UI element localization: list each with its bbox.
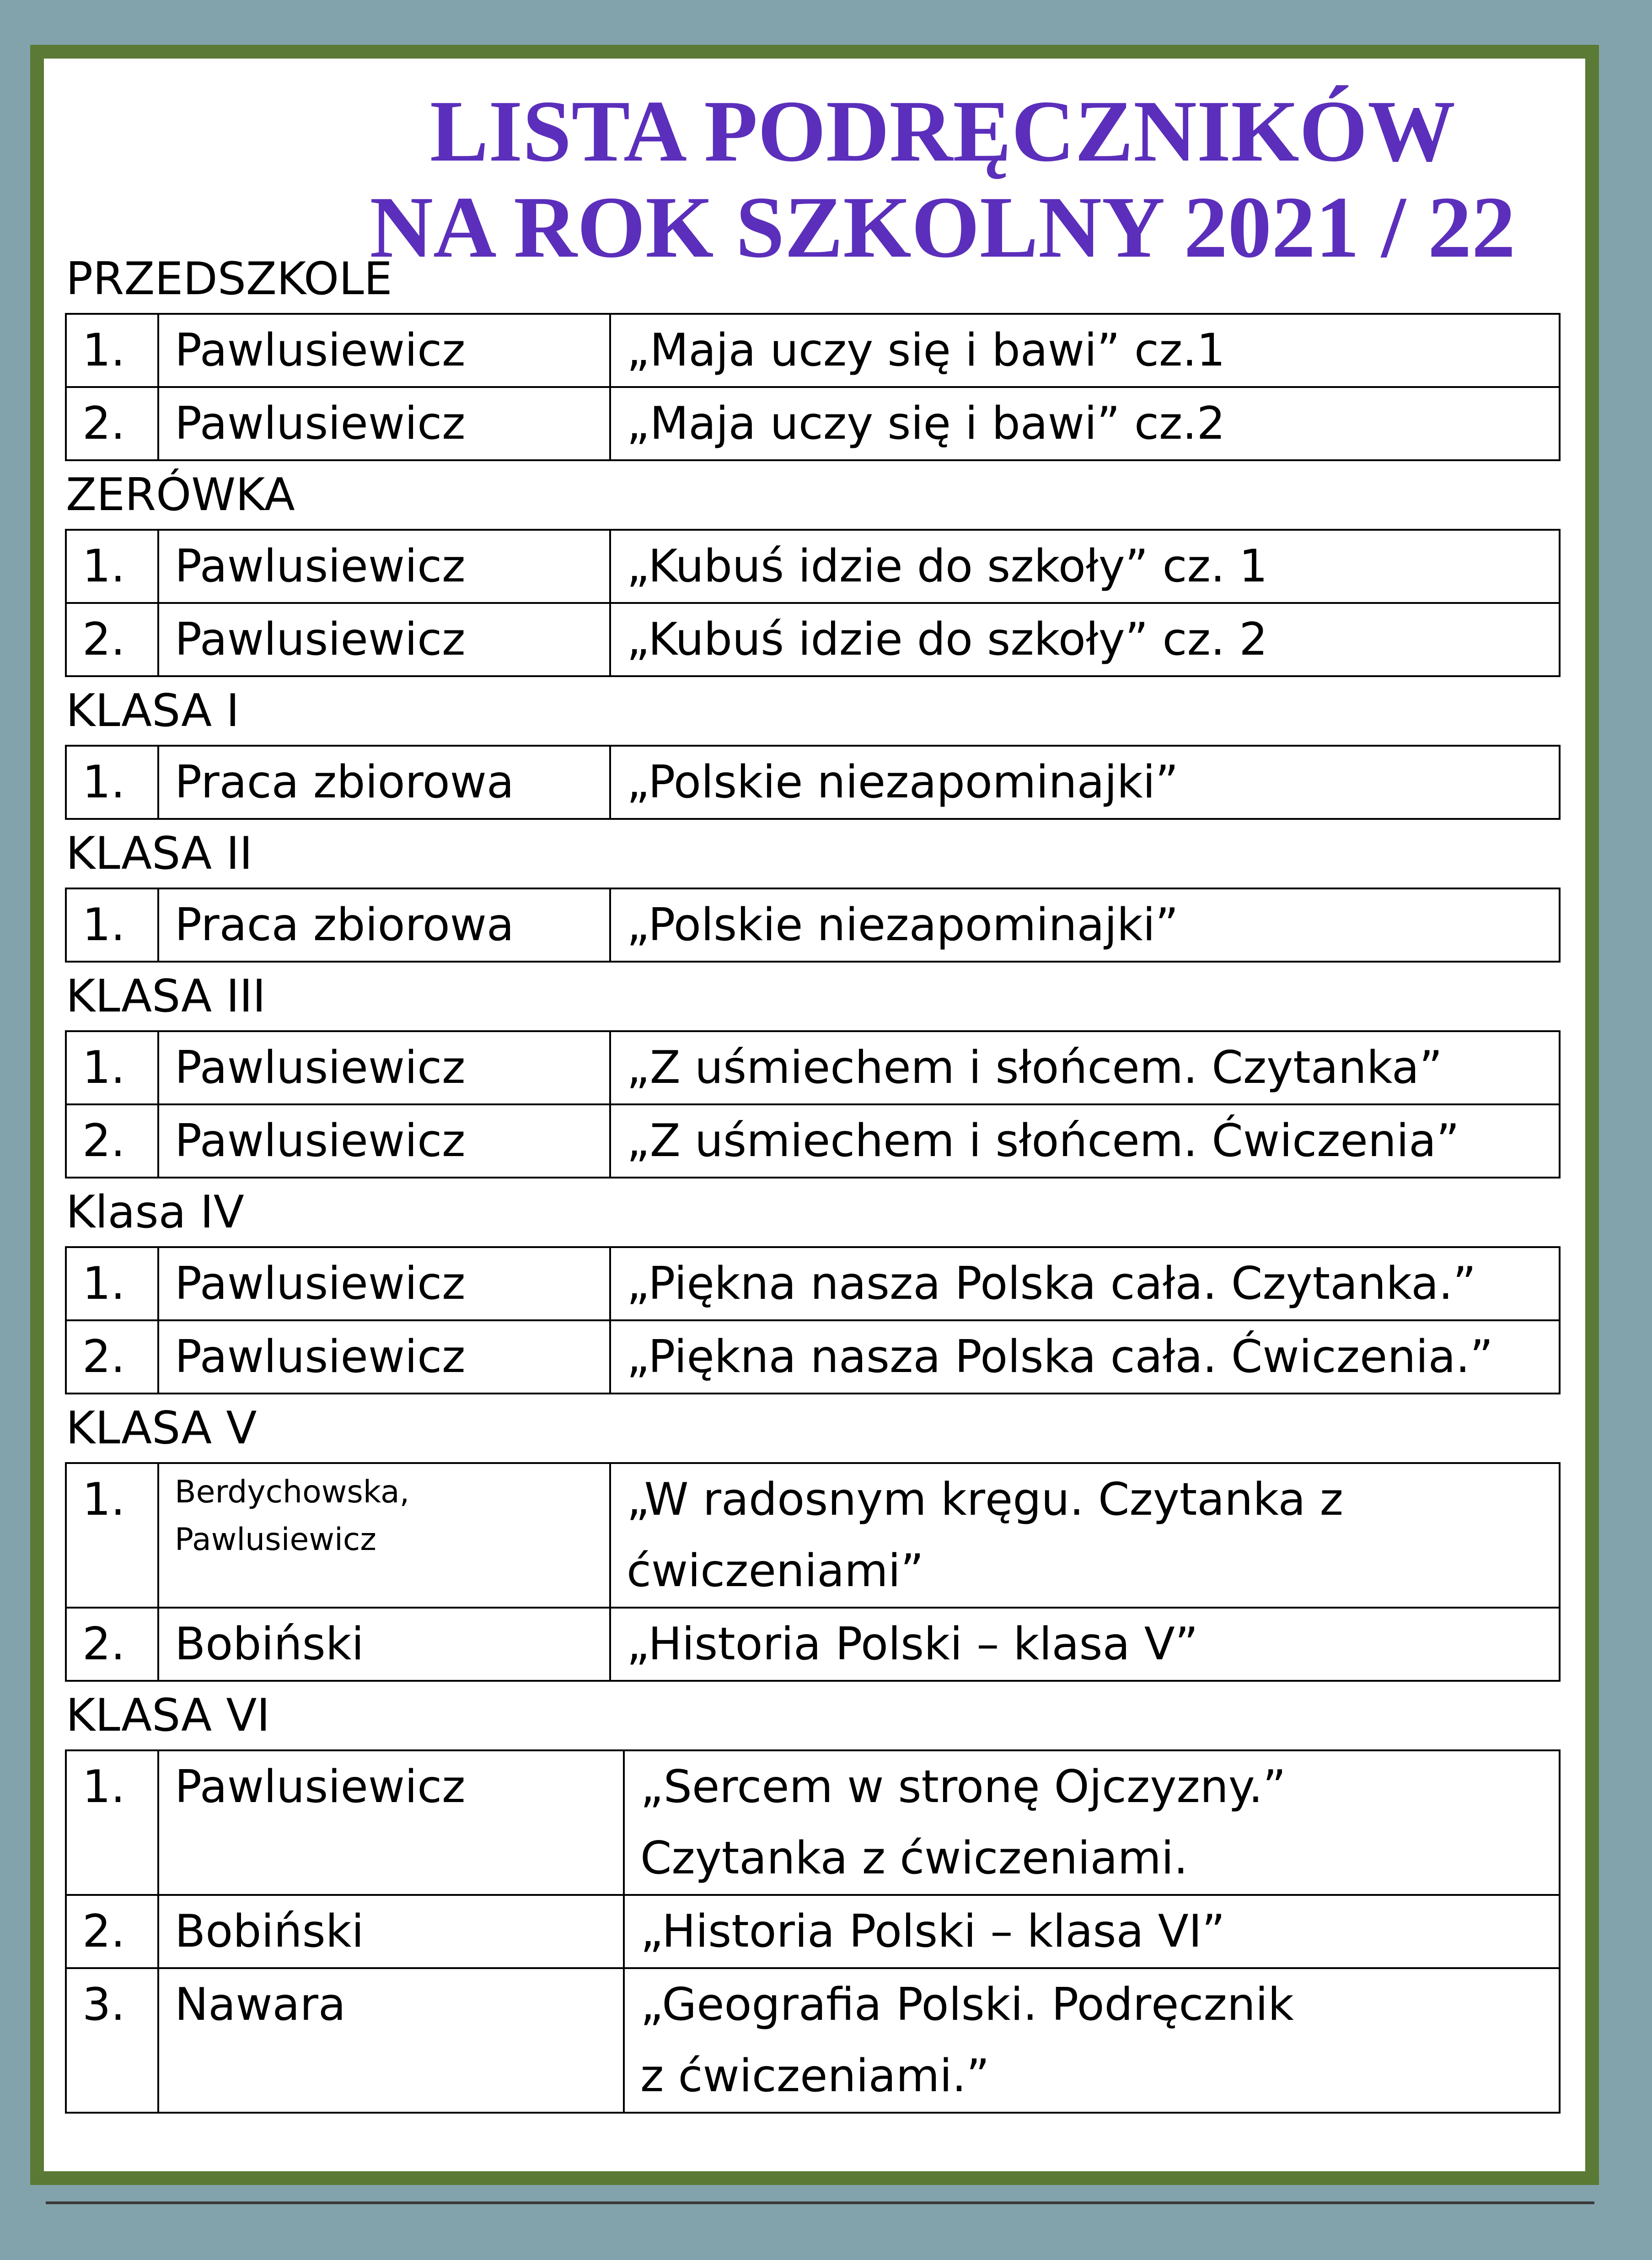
page-bottom-edge	[46, 2201, 1594, 2204]
row-number: 1.	[66, 1463, 158, 1608]
row-author: Praca zbiorowa	[158, 746, 610, 819]
title-line-2: ćwiczeniami”	[627, 1545, 924, 1597]
row-number: 2.	[66, 1895, 158, 1968]
title-line-2: Czytanka z ćwiczeniami.	[640, 1832, 1188, 1884]
row-author: Pawlusiewicz	[158, 1247, 610, 1320]
row-author: Pawlusiewicz	[158, 530, 610, 603]
section-title-klasa-3: KLASA III	[66, 970, 266, 1022]
books-table-klasa-3	[65, 1030, 1561, 1178]
row-author: Pawlusiewicz	[158, 314, 610, 387]
books-table-klasa-5	[65, 1462, 1561, 1682]
row-title: „Kubuś idzie do szkoły” cz. 1	[610, 530, 1560, 603]
row-title: „Historia Polski – klasa V”	[610, 1608, 1560, 1681]
row-number: 2.	[66, 1104, 158, 1178]
author-line-1: Berdychowska,	[175, 1474, 410, 1510]
table-row	[66, 1968, 1560, 2113]
books-table-zerowka	[65, 529, 1561, 677]
row-number: 2.	[66, 1608, 158, 1681]
row-author: Nawara	[158, 1968, 624, 2113]
section-title-przedszkole: PRZEDSZKOLE	[66, 253, 392, 305]
row-title: „Maja uczy się i bawi” cz.1	[610, 314, 1560, 387]
row-title	[624, 1968, 1560, 2113]
books-table-klasa-4	[65, 1246, 1561, 1394]
row-author: Pawlusiewicz	[158, 1750, 624, 1895]
row-author	[158, 1463, 610, 1608]
row-number: 1.	[66, 888, 158, 962]
row-number: 2.	[66, 387, 158, 460]
section-title-klasa-1: KLASA I	[66, 685, 240, 737]
title-line-2: NA ROK SZKOLNY 2021 / 22	[370, 178, 1516, 276]
table-row	[66, 1463, 1560, 1608]
row-title	[610, 1463, 1560, 1608]
books-table-klasa-6	[65, 1749, 1561, 2114]
table-row	[66, 1895, 1560, 1968]
books-table-klasa-1	[65, 745, 1561, 820]
row-author: Pawlusiewicz	[158, 1320, 610, 1394]
table-row	[66, 1247, 1560, 1320]
title-line-2: z ćwiczeniami.”	[640, 2050, 990, 2102]
table-row	[66, 603, 1560, 676]
section-title-klasa-4: Klasa IV	[66, 1186, 244, 1238]
row-title: „Z uśmiechem i słońcem. Ćwiczenia”	[610, 1104, 1560, 1178]
row-author: Pawlusiewicz	[158, 387, 610, 460]
textbook-list	[65, 245, 1561, 2114]
row-title: „Piękna nasza Polska cała. Ćwiczenia.”	[610, 1320, 1560, 1394]
books-table-klasa-2	[65, 888, 1561, 963]
section-title-klasa-5: KLASA V	[66, 1402, 257, 1454]
table-row	[66, 1104, 1560, 1178]
row-number: 2.	[66, 603, 158, 676]
row-number: 1.	[66, 1031, 158, 1104]
row-title: „Polskie niezapominajki”	[610, 888, 1560, 962]
title-line-1: LISTA PODRĘCZNIKÓW	[429, 82, 1456, 180]
title-line-1: „Sercem w stronę Ojczyzny.”	[640, 1761, 1286, 1813]
row-author: Bobiński	[158, 1895, 624, 1968]
table-row	[66, 1608, 1560, 1681]
title-line-1: „W radosnym kręgu. Czytanka z	[627, 1474, 1344, 1526]
table-row	[66, 888, 1560, 962]
books-table-przedszkole	[65, 313, 1561, 461]
row-author: Pawlusiewicz	[158, 1104, 610, 1178]
row-title: „Kubuś idzie do szkoły” cz. 2	[610, 603, 1560, 676]
row-number: 1.	[66, 530, 158, 603]
section-title-klasa-2: KLASA II	[66, 828, 253, 880]
author-line-2: Pawlusiewicz	[175, 1522, 376, 1558]
row-number: 1.	[66, 1750, 158, 1895]
table-row	[66, 1031, 1560, 1104]
row-author: Pawlusiewicz	[158, 603, 610, 676]
table-row	[66, 314, 1560, 387]
row-number: 2.	[66, 1320, 158, 1394]
row-title: „Historia Polski – klasa VI”	[624, 1895, 1560, 1968]
table-row	[66, 1750, 1560, 1895]
table-row	[66, 387, 1560, 460]
row-number: 1.	[66, 1247, 158, 1320]
row-author: Pawlusiewicz	[158, 1031, 610, 1104]
row-author: Praca zbiorowa	[158, 888, 610, 962]
section-title-zerowka: ZERÓWKA	[66, 469, 295, 521]
row-title: „Piękna nasza Polska cała. Czytanka.”	[610, 1247, 1560, 1320]
table-row	[66, 530, 1560, 603]
row-title	[624, 1750, 1560, 1895]
row-title: „Polskie niezapominajki”	[610, 746, 1560, 819]
table-row	[66, 1320, 1560, 1394]
row-number: 1.	[66, 314, 158, 387]
row-number: 1.	[66, 746, 158, 819]
table-row	[66, 746, 1560, 819]
row-title: „Maja uczy się i bawi” cz.2	[610, 387, 1560, 460]
section-title-klasa-6: KLASA VI	[66, 1690, 270, 1742]
row-title: „Z uśmiechem i słońcem. Czytanka”	[610, 1031, 1560, 1104]
row-number: 3.	[66, 1968, 158, 2113]
row-author: Bobiński	[158, 1608, 610, 1681]
title-line-1: „Geografia Polski. Podręcznik	[640, 1979, 1294, 2031]
